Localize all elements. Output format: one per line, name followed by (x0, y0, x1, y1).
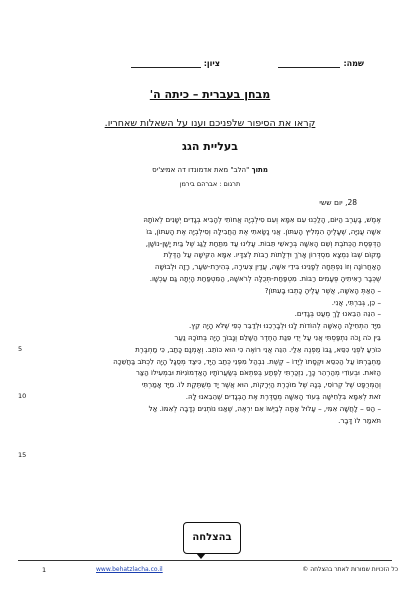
story-source (0, 166, 420, 174)
story-line: אִשָּׁה עֲנִיָּה, שֶׁעָלֶיהָ הִמְלִיץ הָעִתּוֹן. אֲנִי נָשָׂאתִי אֶת הַחֲבִילָה וְסִילְבְיָה אֶת הָעִתּוֹן, בּוֹ (146, 226, 381, 236)
line-number: 10 (18, 392, 27, 400)
exam-title: מבחן בעברית – כיתה ה' (149, 88, 271, 101)
story-line: מָקוֹם שֶׁבּוֹ נִמְצָא מִסְדְּרוֹן אָרֹךְ וּדְלָתוֹת רַבּוֹת לְצִדָּיו. אִמָּא הִקִּישָׁה עַל הַדֶּלֶת (163, 250, 381, 260)
story-line: אֶמֶשׁ, בָּעֶרֶב הַיּוֹם, הָלַכְנוּ עִם אִמָּא וְעִם סִילְבְיָה אֲחוֹתִי לְהָבִיא בְּגָדִים יְשָׁנִים לְאוֹתָהּ (143, 215, 381, 224)
source-text: "הלב" מאת אדמונדו דה אמיצ'יס (152, 166, 250, 174)
name-label: שמה: (343, 59, 364, 68)
story-line: בֵּין כֹּה וָכֹה נִתְפַּסְתִּי אֲנִי עַל יְדֵי פִּנַּת הַחֶדֶר הַשָּׁלֵם וְנָבוֹךְ הָיָה בְּתוֹכָהּ נַעַר (174, 332, 381, 342)
line-number: 5 (18, 345, 23, 353)
grade-underline (131, 58, 201, 68)
story-line: – כֵּן, גְּבִרְתִּי, אֲנִי. (331, 297, 381, 307)
story-text (36, 214, 381, 426)
story-line: הָאַחֲרוֹנָה וְזוֹ נִפְתְּחָה לְפָנֵינוּ בִּידֵי אִשָּׁה, עֲדַיִן צְעִירָה, בְּהִירַת-שֵׂעָר, רָזָה וּלְבוּשָׁה (154, 262, 381, 272)
diary-date: 28, יום ששי (319, 198, 357, 207)
story-line: הַזֹּאת. וּבְעוֹדִי מְהַרְהֵר כָּךְ, נִזְכַּרְתִּי לְפֶתַע בְּפִתְאֹם בְּשַׂעֲרוֹתָיו הָאַדְמוֹנִיּוֹת וּבִמְעִילוֹ הַצַּר (135, 368, 381, 378)
story-line: – הִנֵּה הֵבֵאנוּ לָךְ מְעַט בְּגָדִים. (294, 309, 381, 319)
story-line: זֹאת לְאִמָּא בִּלְחִישָׁה בְּעוֹד הָאִשָּׁה מְסַדֶּרֶת אֶת הַבְּגָדִים שֶׁהֵבֵאנוּ לָהּ. (185, 391, 381, 401)
footer-copyright: כל הזכויות שמורות לאתר בהצלחה © (302, 566, 398, 573)
instructions: קראו את הסיפור שלפניכם וענו על השאלות שאחריו. (104, 118, 316, 129)
line-number: 15 (18, 451, 27, 459)
story-line: וְהַמְּרֻפָּט שֶׁל קְרוֹסִי, בְּנָהּ שֶׁל מוֹכֶרֶת הַיְּרָקוֹת, הוּא אֲשֶׁר יָד מְשֻׁתֶּקֶת לוֹ. מִיָּד אָמַרְתִּי (141, 380, 381, 390)
name-underline (278, 58, 340, 68)
story-line: תֹּאמַר לוֹ דָּבָר. (338, 415, 381, 425)
behatzlacha-logo: בהצלחה (183, 522, 241, 554)
footer-website-link[interactable]: www.behatzlacha.co.il (96, 566, 163, 573)
story-line: – הַסּ – לָחֲשָׁה אִמִּי, – עָלוּל אַתָּה לְבַיְּשׁוֹ אִם יִרְאֶה, שֶׁאַנוּ נוֹתְנִים נְדָבָה לְאִמּוֹ. אַל (148, 403, 381, 413)
story-line: מִיָּד הִתְחִילָה הָאִשָּׁה לְהוֹדוֹת לָנוּ וּלְבָרְכֵנוּ וּלְדַבֵּר כְּפִי שֶׁלֹּא הָיָה קֵץ. (189, 321, 381, 331)
page-number: 1 (42, 566, 47, 574)
story-line: הַדְּפֶּסֶת הַכְּתֹבֶת וְשֵׁם הָאִשָּׁה בְּרָאשֵׁי תֵּבוֹת. עָלִינוּ עַד מִתַּחַת לַגַּג שֶׁל בַּיִת יָשָׁן-נוֹשָׁן, (145, 238, 381, 248)
grade-label: ציון: (203, 59, 220, 68)
translator-credit: תרגום : אברהם בירמן (179, 180, 241, 188)
grade-field[interactable] (131, 58, 220, 68)
story-title: בעליית הגג (182, 140, 238, 153)
story-line: – הַאַתְּ הָאִשָּׁה, אֲשֶׁר עָלֶיהָ כָּתְבוּ בָּעִתּוֹן? (264, 285, 381, 295)
footer-divider (18, 560, 392, 561)
story-line: שֶׁכְּבָר רָאִיתִיהָ פְּעָמִים רַבּוֹת. מִטְפַּחַת-תְּכֻלָּה לְרֹאשָׁהּ, הַמִּטְפַּחַת הָיְתָה גַּם עַכְשָׁו. (149, 273, 381, 283)
source-prefix: מתוך (251, 166, 268, 174)
student-name-field[interactable] (278, 58, 364, 68)
story-line: מַחְבַּרְתּוֹ עַל הַכִּסֵּא וּקְסָתוֹ לְיָדוֹ – קֶשֶׁת. נִבְהַל מִפְּנֵי כְּתַב הַיָּד, כִּיצַד מְסֻגָּל הָיָה לִכְתֹּב בַּחֲשֵׁכָה (113, 356, 381, 366)
story-line: כּוֹרֵעַ לִפְנֵי כִּסֵּא, גַּבּוֹ מֻפְנֶה אֵלַי. הִנֵּה אֲנִי רוֹאֶה כִּי הוּא כּוֹתֵב. וְאָמְנָם כָּתַב, כִּי מַחְבֶּרֶת (135, 344, 381, 354)
